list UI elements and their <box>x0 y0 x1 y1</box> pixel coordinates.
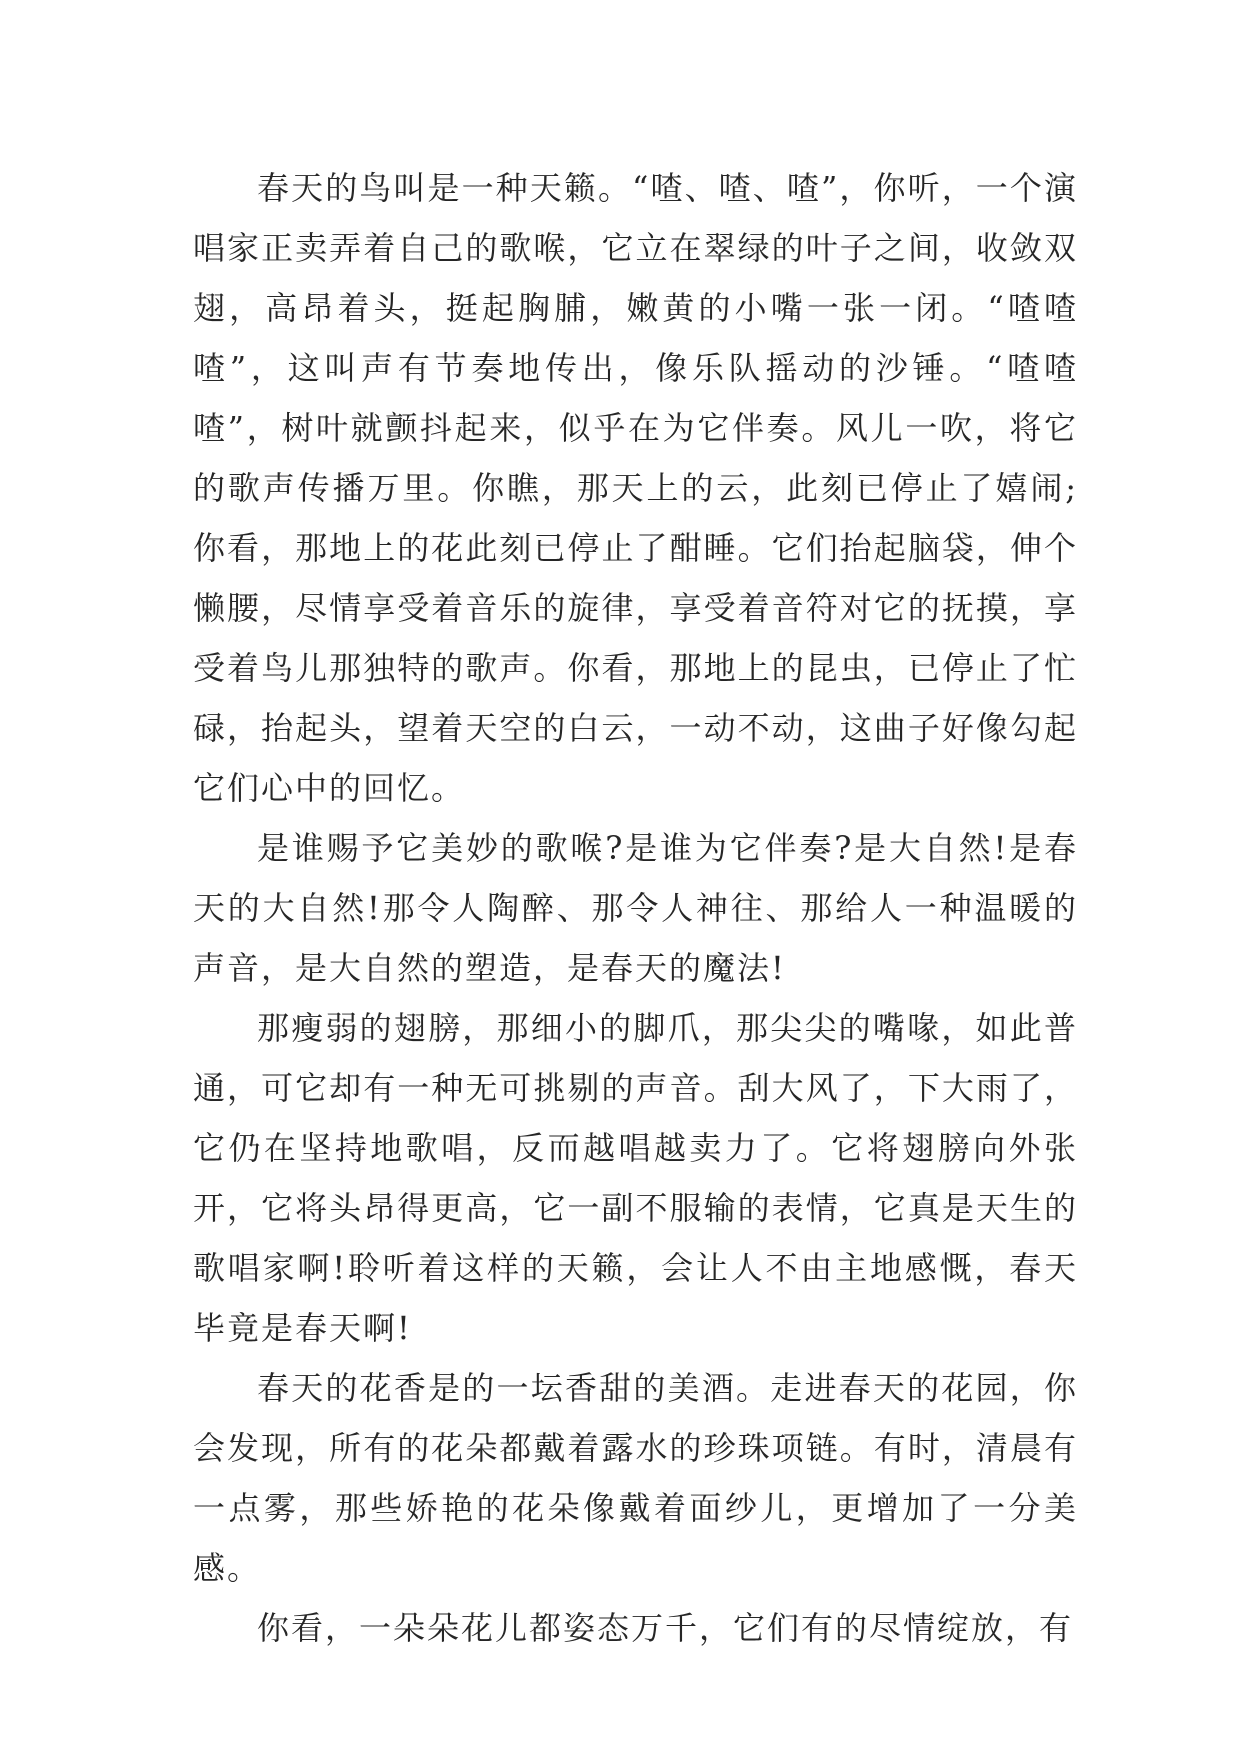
document-body <box>193 158 1078 1658</box>
paragraph-5: 你看，一朵朵花儿都姿态万千，它们有的尽情绽放，有 <box>257 1609 1074 1647</box>
paragraph-4: 春天的花香是的一坛香甜的美酒。走进春天的花园，你会发现，所有的花朵都戴着露水的珍珠项链。有时，清晨有一点雾，那些娇艳的花朵像戴着面纱儿，更增加了一分美感。 <box>193 1369 1078 1587</box>
paragraph-3: 那瘦弱的翅膀，那细小的脚爪，那尖尖的嘴喙，如此普通，可它却有一种无可挑剔的声音。刮大风了，下大雨了，它仍在坚持地歌唱，反而越唱越卖力了。它将翅膀向外张开，它将头昂得更高，它一副不服输的表情，它真是天生的歌唱家啊!聆听着这样的天籁，会让人不由主地感慨，春天毕竟是春天啊! <box>193 1009 1078 1347</box>
paragraph-1: 春天的鸟叫是一种天籁。“喳、喳、喳”，你听，一个演唱家正卖弄着自己的歌喉，它立在翠绿的叶子之间，收敛双翅，高昂着头，挺起胸脯，嫩黄的小嘴一张一闭。“喳喳喳”，这叫声有节奏地传出，像乐队摇动的沙锤。“喳喳喳”，树叶就颤抖起来，似乎在为它伴奏。风儿一吹，将它的歌声传播万里。你瞧，那天上的云，此刻已停止了嬉闹;你看，那地上的花此刻已停止了酣睡。它们抬起脑袋，伸个懒腰，尽情享受着音乐的旋律，享受着音符对它的抚摸，享受着鸟儿那独特的歌声。你看，那地上的昆虫，已停止了忙碌，抬起头，望着天空的白云，一动不动，这曲子好像勾起它们心中的回忆。 <box>193 169 1078 807</box>
paragraph-2: 是谁赐予它美妙的歌喉?是谁为它伴奏?是大自然!是春天的大自然!那令人陶醉、那令人神往、那给人一种温暖的声音，是大自然的塑造，是春天的魔法! <box>193 829 1078 987</box>
